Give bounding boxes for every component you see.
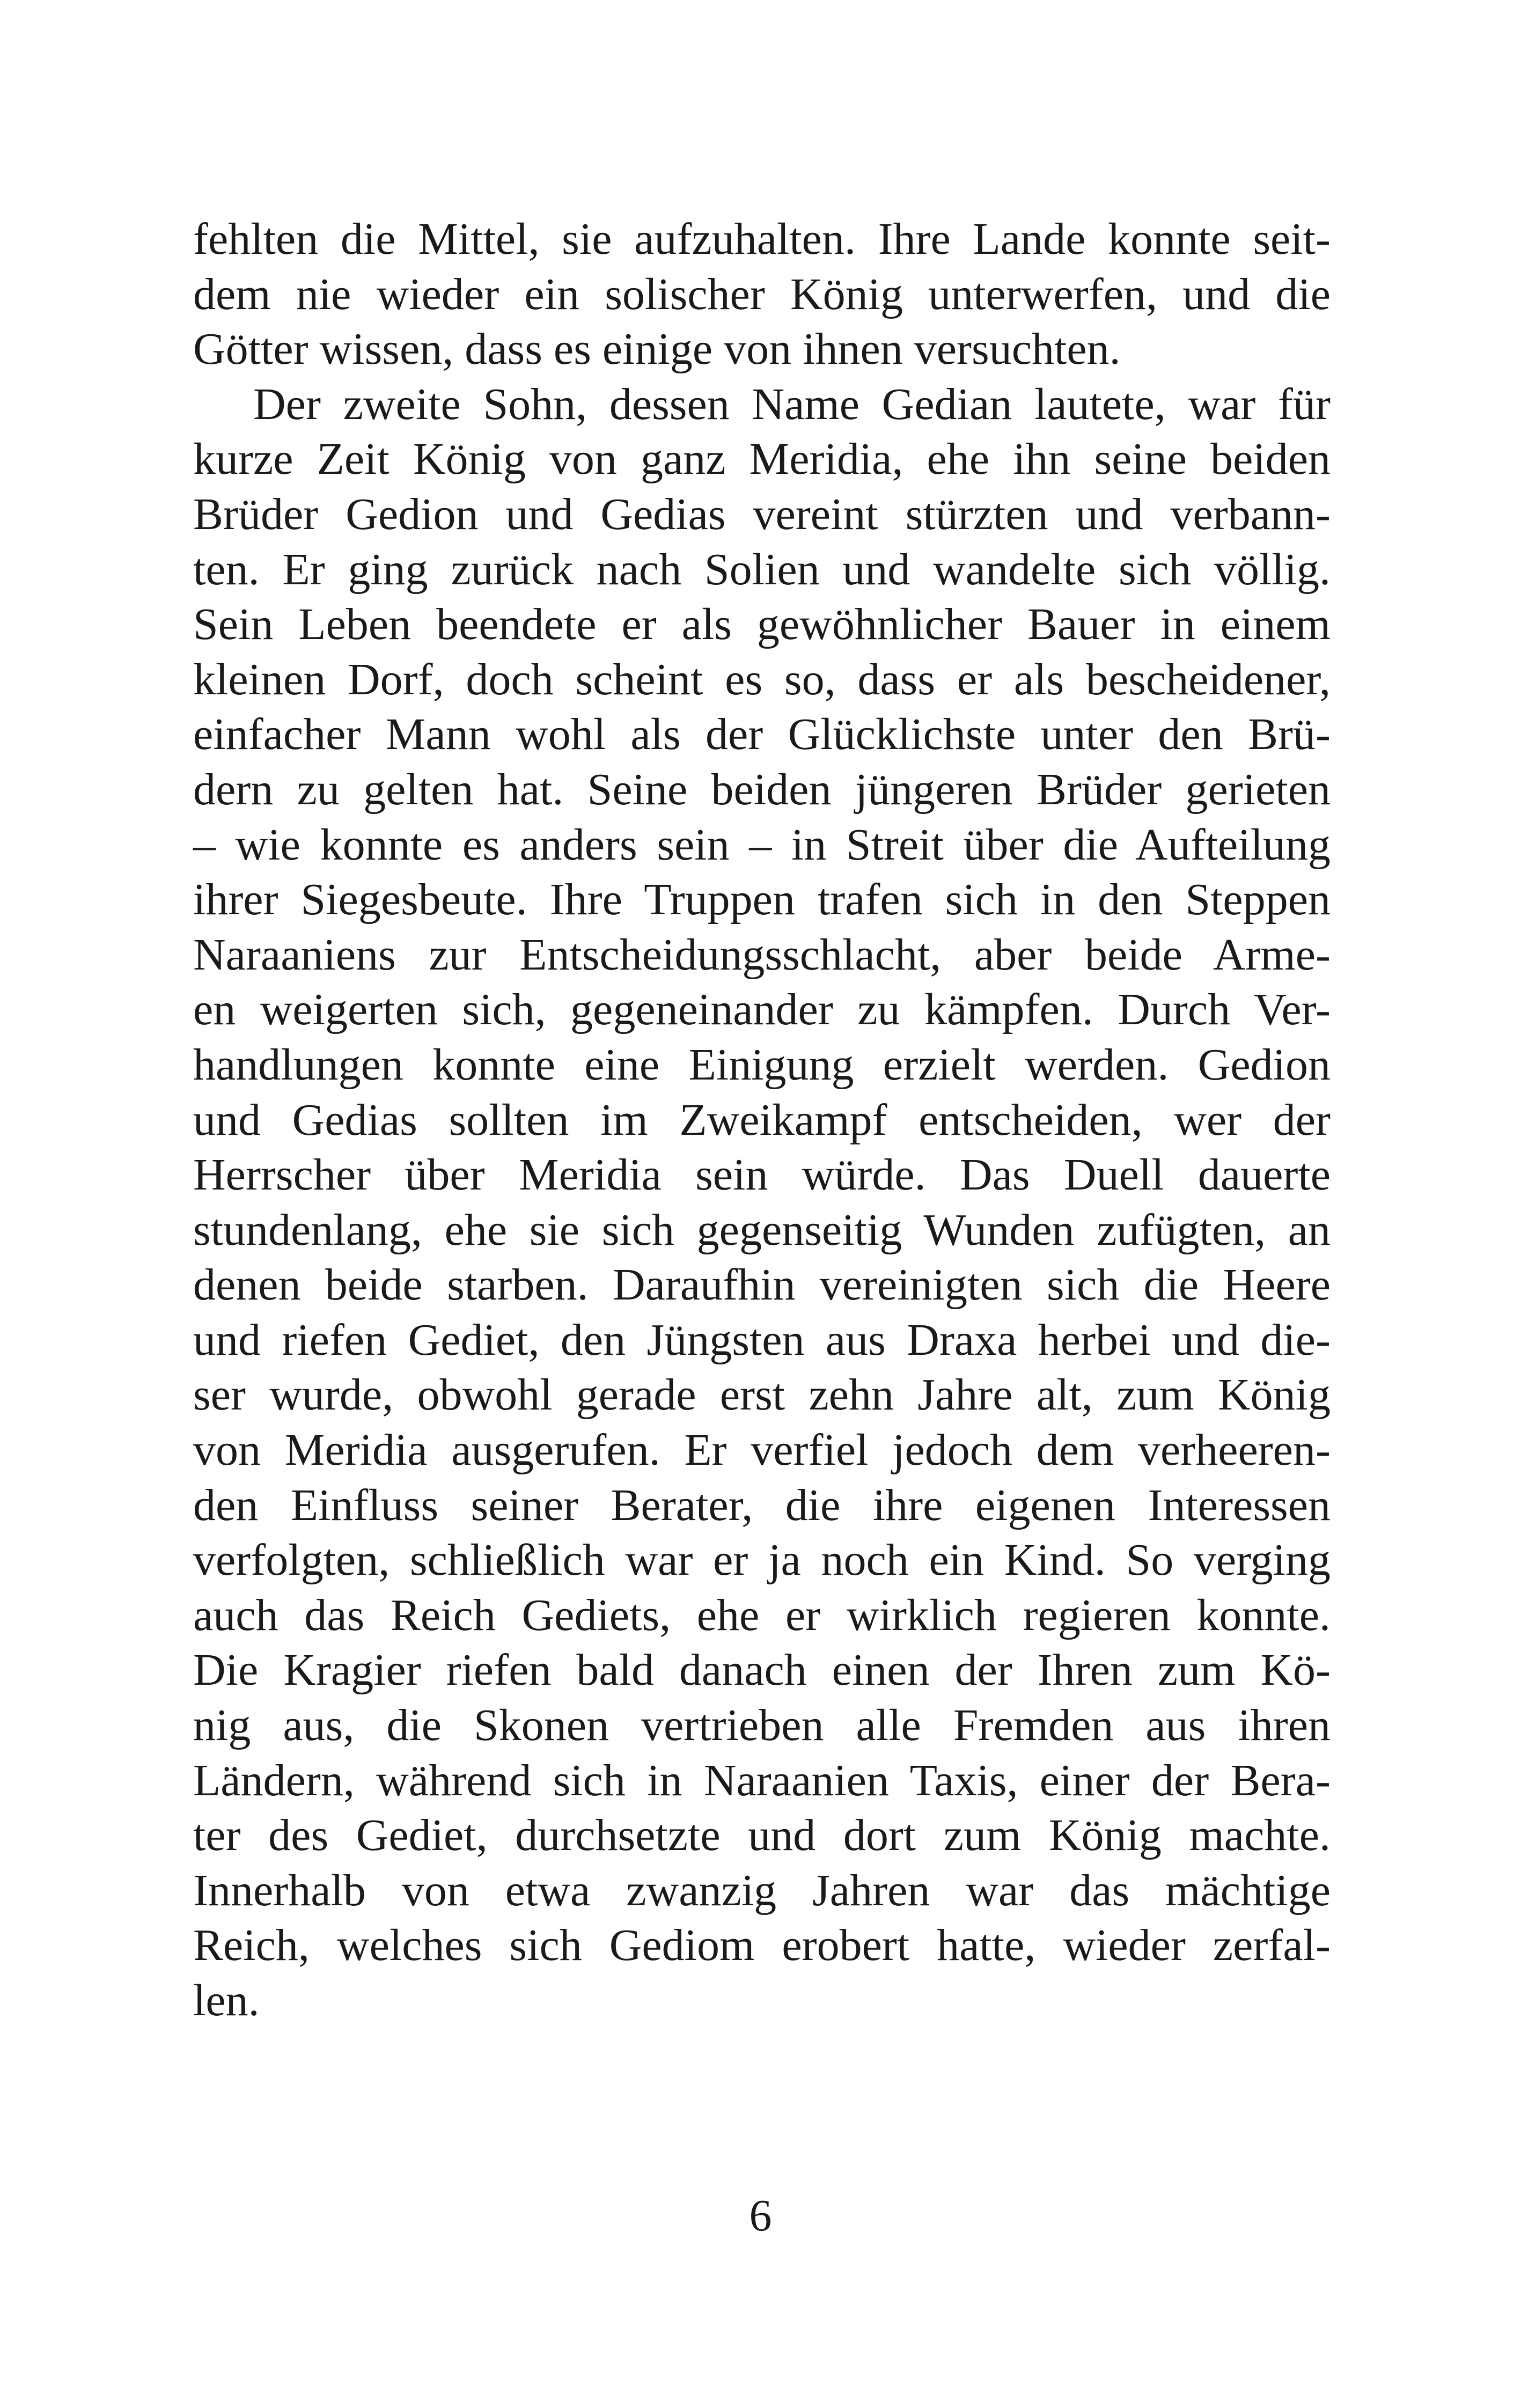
text-line: einfacher Mann wohl als der Glücklichste unter den Brü- [193,709,1331,760]
text-line: auch das Reich Gediets, ehe er wirklich regieren konnte. [193,1590,1331,1640]
text-line: nig aus, die Skonen vertrieben alle Fremden aus ihren [193,1700,1331,1751]
text-line: handlungen konnte eine Einigung erzielt werden. Gedion [193,1039,1331,1090]
text-line: len. [193,1976,260,2025]
text-line: kurze Zeit König von ganz Meridia, ehe ihn seine beiden [193,434,1331,484]
text-line: ser wurde, obwohl gerade erst zehn Jahre alt, zum König [193,1370,1331,1420]
text-line: den Einfluss seiner Berater, die ihre eigenen Interessen [193,1480,1331,1530]
text-line: Brüder Gedion und Gedias vereint stürzten und verbann- [193,489,1331,539]
text-line: denen beide starben. Daraufhin vereinigten sich die Heere [193,1260,1331,1310]
text-line: – wie konnte es anders sein – in Streit über die Aufteilung [193,819,1331,870]
text-line: Die Kragier riefen bald danach einen der Ihren zum Kö- [193,1645,1331,1695]
text-line: Sein Leben beendete er als gewöhnlicher Bauer in einem [193,599,1331,650]
text-line: stundenlang, ehe sie sich gegenseitig Wunden zufügten, an [193,1205,1331,1255]
text-line: Ländern, während sich in Naraanien Taxis, einer der Bera- [193,1755,1331,1805]
text-line: verfolgten, schließlich war er ja noch ein Kind. So verging [193,1535,1331,1585]
text-line: dern zu gelten hat. Seine beiden jüngeren Brüder gerieten [193,764,1331,814]
text-line: kleinen Dorf, doch scheint es so, dass er als bescheidener, [193,654,1331,704]
text-line: Götter wissen, dass es einige von ihnen versuchten. [193,324,1121,375]
paragraph-first-line: Der zweite Sohn, dessen Name Gedian lautete, war für [253,379,1331,429]
text-line: Innerhalb von etwa zwanzig Jahren war das mächtige [193,1865,1331,1915]
text-line: und Gedias sollten im Zweikampf entscheiden, wer der [193,1095,1331,1145]
text-line: von Meridia ausgerufen. Er verfiel jedoch dem verheeren- [193,1425,1331,1475]
text-line: fehlten die Mittel, sie aufzuhalten. Ihre Lande konnte seit- [193,214,1331,264]
text-line: ten. Er ging zurück nach Solien und wandelte sich völlig. [193,544,1331,594]
text-line: ihrer Siegesbeute. Ihre Truppen trafen sich in den Steppen [193,875,1331,925]
page-number: 6 [749,2191,772,2241]
text-line: Herrscher über Meridia sein würde. Das Duell dauerte [193,1150,1331,1200]
text-line: ter des Gediet, durchsetzte und dort zum König machte. [193,1810,1331,1861]
text-line: und riefen Gediet, den Jüngsten aus Draxa herbei und die- [193,1315,1331,1365]
text-line: dem nie wieder ein solischer König unterwerfen, und die [193,269,1331,319]
body-text [193,212,1331,2029]
text-line: Reich, welches sich Gediom erobert hatte, wieder zerfal- [193,1920,1331,1971]
text-line: en weigerten sich, gegeneinander zu kämpfen. Durch Ver- [193,985,1331,1035]
text-line: Naraaniens zur Entscheidungsschlacht, aber beide Arme- [193,929,1331,980]
